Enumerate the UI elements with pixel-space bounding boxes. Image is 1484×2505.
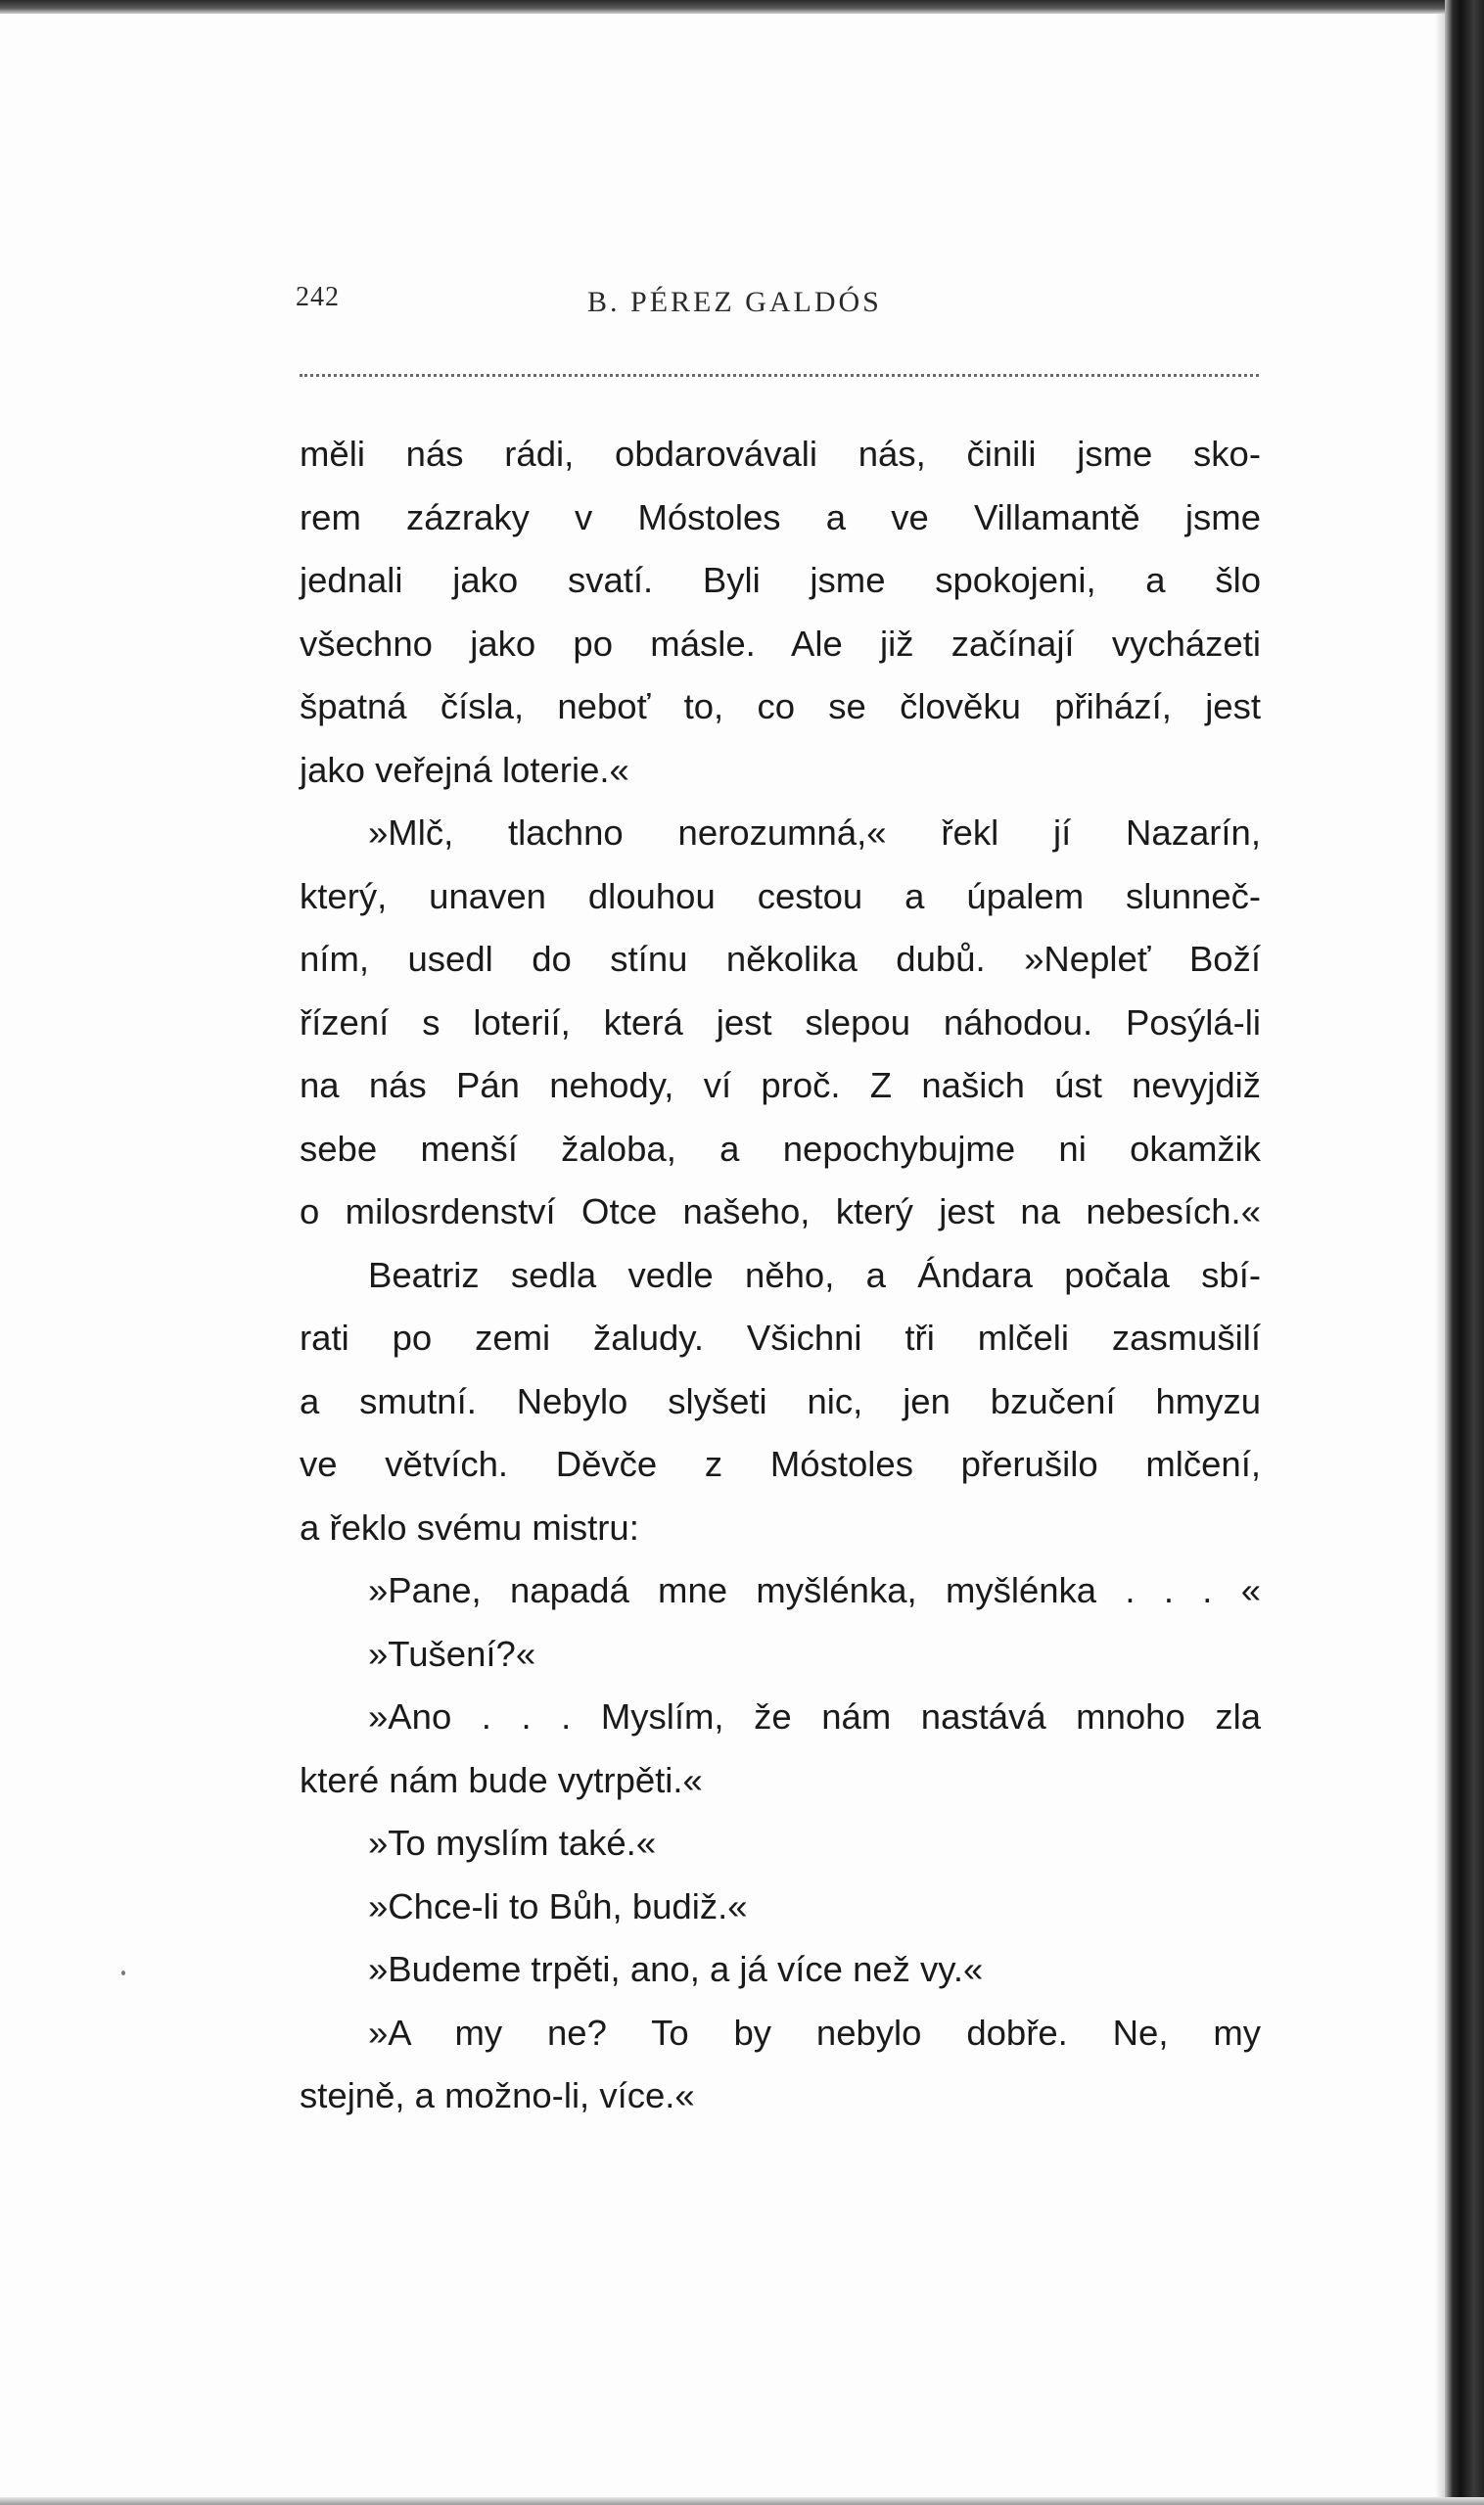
- page-number: 242: [296, 282, 340, 312]
- page-gutter-shadow: [1435, 14, 1445, 2505]
- text-line: Beatriz sedla vedle něho, a Ándara počala sbí-: [368, 1254, 1261, 1295]
- text-line: rem zázraky v Móstoles a ve Villamantě jsme: [300, 496, 1261, 537]
- text-line: všechno jako po másle. Ale již začínají vycházeti: [300, 623, 1261, 664]
- scan-edge-right: [1445, 0, 1484, 2505]
- text-line: který, unaven dlouhou cestou a úpalem slunneč-: [300, 875, 1261, 916]
- text-line: sebe menší žaloba, a nepochybujme ni okamžik: [300, 1128, 1261, 1169]
- header-dotted-rule: [300, 374, 1259, 377]
- text-line: stejně, a možno-li, více.«: [300, 2075, 695, 2115]
- text-line: jako veřejná loterie.«: [300, 749, 629, 790]
- running-head: B. PÉREZ GALDÓS: [587, 286, 882, 318]
- text-line: na nás Pán nehody, ví proč. Z našich úst nevyjdiž: [300, 1065, 1261, 1105]
- scan-edge-top: [0, 0, 1484, 14]
- text-line: měli nás rádi, obdarovávali nás, činili jsme sko-: [300, 434, 1261, 474]
- text-line: »To myslím také.«: [368, 1823, 657, 1863]
- text-line: ním, usedl do stínu několika dubů. »Nepleť Boží: [300, 939, 1261, 979]
- text-line: »Chce-li to Bůh, budiž.«: [368, 1885, 748, 1926]
- text-line: rati po zemi žaludy. Všichni tři mlčeli zasmušilí: [300, 1318, 1261, 1358]
- text-line: řízení s loterií, která jest slepou náhodou. Posýlá-li: [300, 1001, 1261, 1043]
- text-line: »A my ne? To by nebylo dobře. Ne, my: [368, 2012, 1261, 2053]
- text-line: špatná čísla, neboť to, co se člověku přihází, jest: [300, 686, 1261, 726]
- scan-edge-bottom: [0, 2497, 1484, 2505]
- text-line: »Pane, napadá mne myšlénka, myšlénka . . . «: [368, 1570, 1261, 1610]
- text-line: které nám bude vytrpěti.«: [300, 1759, 703, 1800]
- body-text: [300, 423, 1261, 2128]
- text-line: »Budeme trpěti, ano, a já více než vy.«: [368, 1949, 984, 1989]
- text-line: »Tušení?«: [368, 1633, 536, 1674]
- text-line: »Ano . . . Myslím, že nám nastává mnoho zla: [368, 1696, 1261, 1737]
- text-line: jednali jako svatí. Byli jsme spokojeni, a šlo: [300, 560, 1261, 600]
- text-line: o milosrdenství Otce našeho, který jest na nebesích.«: [300, 1191, 1261, 1231]
- text-line: a řeklo svému mistru:: [300, 1507, 639, 1548]
- text-line: »Mlč, tlachno nerozumná,« řekl jí Nazarín,: [368, 812, 1261, 853]
- text-line: ve větvích. Děvče z Móstoles přerušilo mlčení,: [300, 1444, 1261, 1484]
- scan-speck: [121, 1971, 125, 1975]
- text-line: a smutní. Nebylo slyšeti nic, jen bzučení hmyzu: [300, 1380, 1261, 1421]
